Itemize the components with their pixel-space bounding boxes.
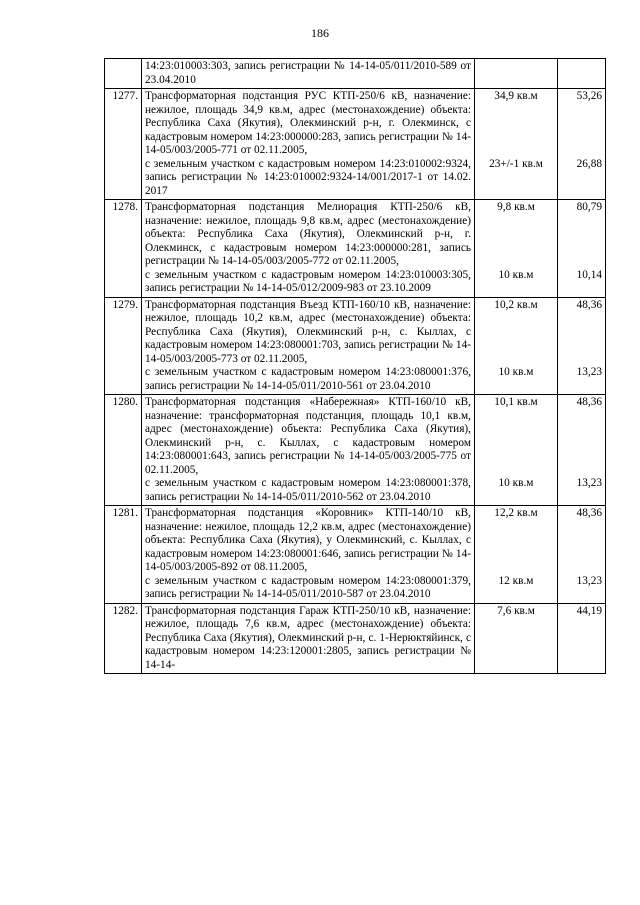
object-area: 10,1 кв.м [494, 396, 538, 408]
item-description-cell [142, 603, 475, 674]
item-number: 1279. [105, 297, 142, 395]
object-area: 9,8 кв.м [497, 201, 535, 213]
item-area-cell [475, 297, 558, 395]
object-value: 53,26 [576, 90, 602, 102]
item-description-cell [142, 200, 475, 298]
item-value-cell [558, 603, 606, 674]
object-value: 48,36 [576, 507, 602, 519]
page-number: 186 [311, 26, 329, 40]
land-plot-description: с земельным участком с кадастровым номером 14:23:080001:379, запись регистрации № 14-14-05/011/2010-587 от 23.04.2010 [145, 574, 471, 600]
item-area-cell [475, 89, 558, 200]
object-value: 80,79 [576, 201, 602, 213]
item-number [105, 59, 142, 89]
property-register-table [104, 58, 606, 674]
object-description: Трансформаторная подстанция Въезд КТП-160/10 кВ, назначение: нежилое, площадь 10,2 кв.м, адрес (местонахождение) объекта: Республика Саха (Якутия), Олекминский р-н, с. Кыллах, с кадастровым номером 14:23:080001:703, запись регистрации № 14-14-05/003/2005-773 от 02.11.2005, [145, 298, 471, 365]
item-description-cell [142, 297, 475, 395]
land-plot-description: с земельным участком с кадастровым номером 14:23:080001:378, запись регистрации № 14-14-05/011/2010-562 от 23.04.2010 [145, 477, 471, 503]
land-plot-description: с земельным участком с кадастровым номером 14:23:010002:9324, запись регистрации № 14:23:010002:9324-14/001/2017-1 от 14.02. 2017 [145, 157, 471, 197]
object-description: Трансформаторная подстанция РУС КТП-250/6 кВ, назначение: нежилое, площадь 34,9 кв.м, адрес (местонахождение) объекта: Республика Саха (Якутия), Олекминский р-н, г. Олекминск, с кадастровым номером 14:23:000000:283, запись регистрации № 14-14-05/003/2005-771 от 02.11.2005, [145, 90, 471, 156]
table-row [105, 297, 606, 395]
object-value: 48,36 [576, 396, 602, 408]
object-area: 34,9 кв.м [494, 90, 538, 102]
object-description: Трансформаторная подстанция «Набережная» КТП-160/10 кВ, назначение: трансформаторная подстанция, площадь 10,1 кв.м, адрес (местонахождение) объекта: Республика Саха (Якутия), Олекминский р-н, с. Кыллах, с кадастровым номером 14:23:080001:643, запись регистрации № 14-14-05/003/2005-775 от 02.11.2005, [145, 396, 471, 476]
object-area: 12,2 кв.м [494, 507, 538, 519]
object-area: 10,2 кв.м [494, 298, 538, 311]
land-plot-area: 10 кв.м [498, 366, 534, 378]
land-plot-area: 10 кв.м [498, 268, 534, 281]
item-description-cell [142, 59, 475, 89]
item-area-cell [475, 603, 558, 674]
land-plot-description: с земельным участком с кадастровым номером 14:23:080001:376, запись регистрации № 14-14-05/011/2010-561 от 23.04.2010 [145, 366, 471, 392]
land-plot-area: 23+/-1 кв.м [489, 157, 543, 170]
item-value-cell [558, 506, 606, 604]
item-number: 1277. [105, 89, 142, 200]
table-row [105, 89, 606, 200]
item-description-cell [142, 395, 475, 506]
register-table-body [105, 59, 606, 674]
item-area-cell [475, 395, 558, 506]
item-number: 1278. [105, 200, 142, 298]
object-value: 48,36 [576, 298, 602, 311]
item-number: 1280. [105, 395, 142, 506]
object-description: Трансформаторная подстанция «Коровник» КТП-140/10 кВ, назначение: нежилое, площадь 12,2 кв.м, адрес (местонахождение) объекта: Республика Саха (Якутия), у Олекминский, с. Кыллах, с кадастровым номером 14:23:080001:646, запись регистрации № 14-14-05/003/2005-892 от 08.11.2005, [145, 507, 471, 573]
item-area-cell [475, 506, 558, 604]
item-value-cell [558, 59, 606, 89]
item-value-cell [558, 200, 606, 298]
object-area: 7,6 кв.м [497, 604, 535, 617]
land-plot-value: 13,23 [576, 574, 602, 587]
item-description-cell [142, 506, 475, 604]
land-plot-area: 10 кв.м [498, 476, 534, 489]
object-description: 14:23:010003:303, запись регистрации № 14-14-05/011/2010-589 от 23.04.2010 [145, 60, 471, 86]
item-number: 1282. [105, 603, 142, 674]
land-plot-value: 26,88 [576, 157, 602, 170]
table-row [105, 59, 606, 89]
land-plot-value: 10,14 [576, 268, 602, 281]
table-row [105, 200, 606, 298]
item-area-cell [475, 59, 558, 89]
land-plot-value: 13,23 [576, 476, 602, 489]
table-row [105, 395, 606, 506]
table-row [105, 506, 606, 604]
object-description: Трансформаторная подстанция Мелиорация КТП-250/6 кВ, назначение: нежилое, площадь 9,8 кв.м, адрес (местонахождение) объекта: Республика Саха (Якутия), Олекминский р-н, г. Олекминск, с кадастровым номером 14:23:000000:281, запись регистрации № 14-14-05/003/2005-772 от 02.11.2005, [145, 201, 471, 267]
item-area-cell [475, 200, 558, 298]
land-plot-description: с земельным участком с кадастровым номером 14:23:010003:305, запись регистрации № 14-14-05/012/2009-983 от 23.10.2009 [145, 268, 471, 294]
object-value: 44,19 [576, 604, 602, 617]
item-number: 1281. [105, 506, 142, 604]
land-plot-value: 13,23 [576, 366, 602, 378]
item-description-cell [142, 89, 475, 200]
table-row [105, 603, 606, 674]
item-value-cell [558, 89, 606, 200]
item-value-cell [558, 297, 606, 395]
item-value-cell [558, 395, 606, 506]
land-plot-area: 12 кв.м [498, 574, 534, 587]
object-description: Трансформаторная подстанция Гараж КТП-250/10 кВ, назначение: нежилое, площадь 7,6 кв.м, адрес (местонахождение) объекта: Республика Саха (Якутия), Олекминский р-н, с. 1-Нерюктяйинск, с кадастровым номером 14:23:120001:2805, запись регистрации № 14-14- [145, 604, 471, 671]
